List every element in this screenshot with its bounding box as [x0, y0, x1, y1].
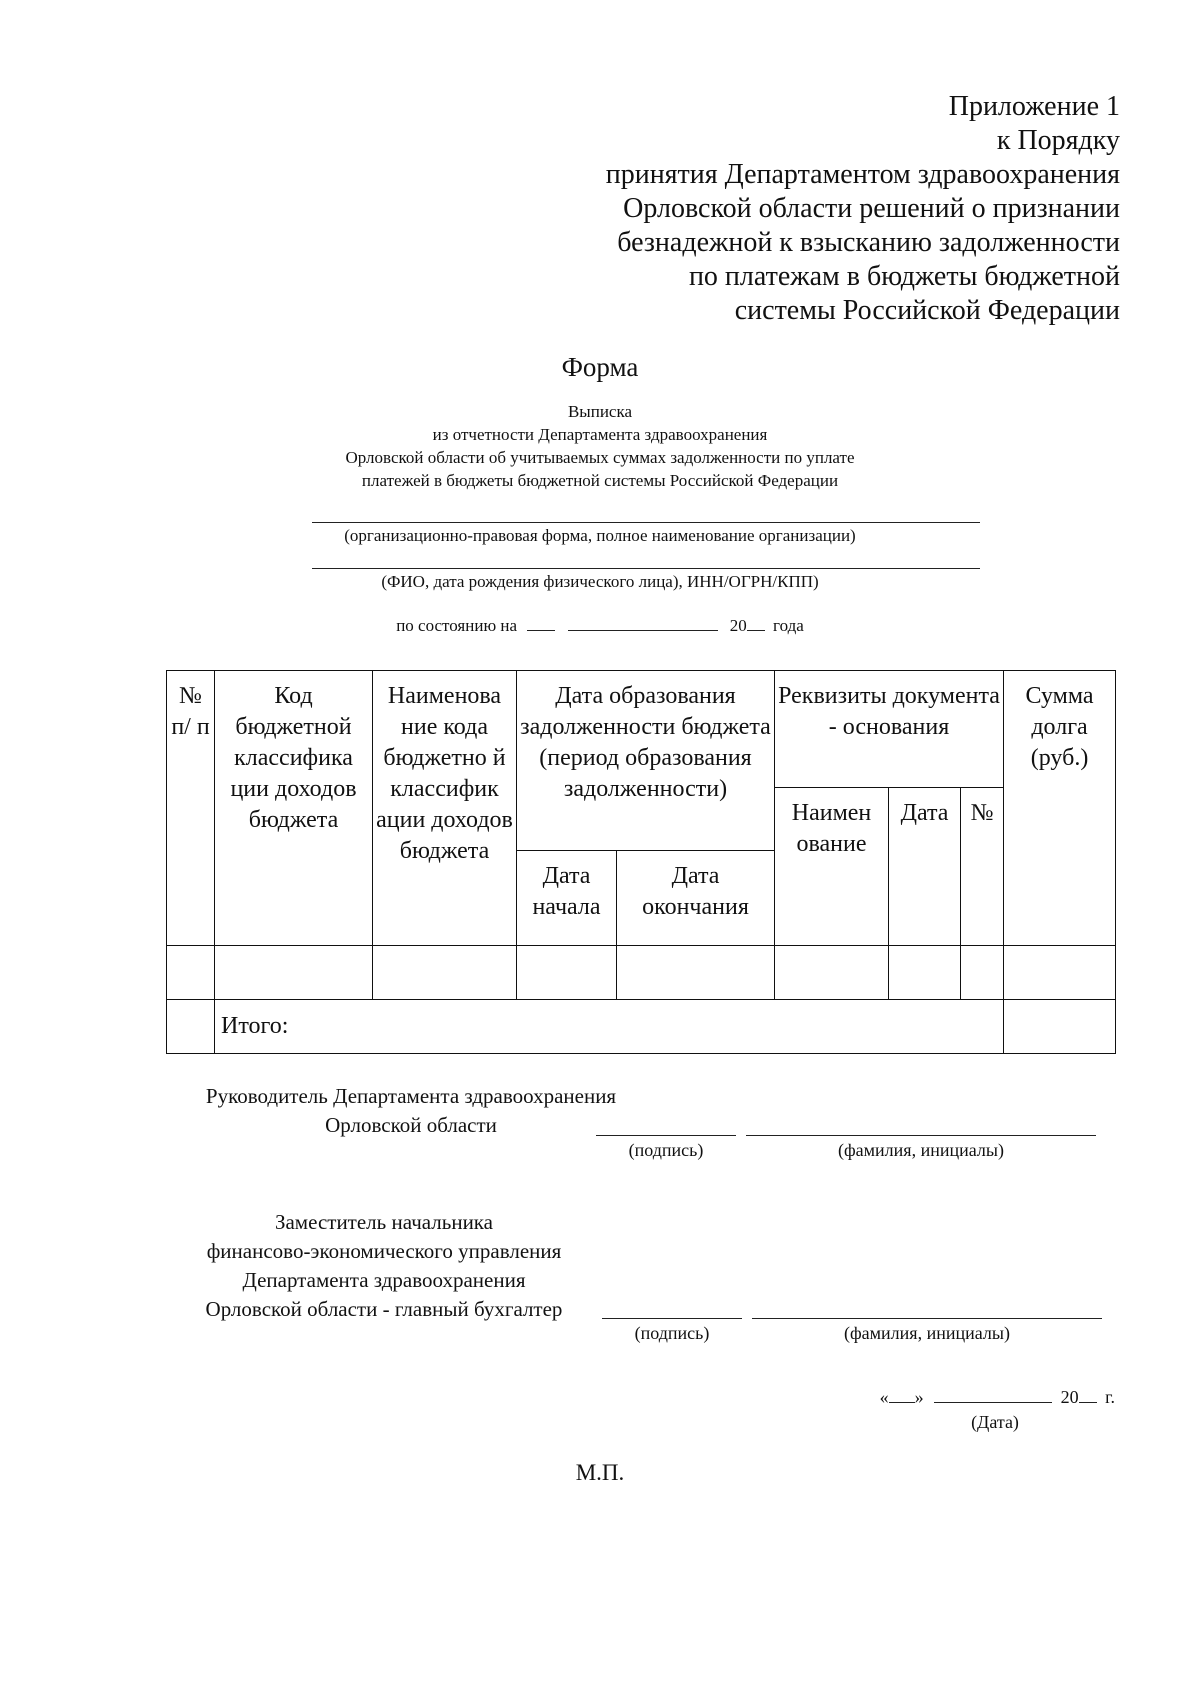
- deputy-name-caption: (фамилия, инициалы): [844, 1323, 1010, 1343]
- date-close-quote: »: [914, 1387, 924, 1407]
- deputy-title-line: финансово-экономического управления: [206, 1239, 562, 1263]
- extract-line: Орловской области об учитываемых суммах задолженности по уплате: [345, 448, 855, 467]
- header-doc-date: Дата: [889, 788, 961, 946]
- date-caption: (Дата): [971, 1412, 1019, 1432]
- debt-table: [166, 670, 1116, 1054]
- extract-heading: [0, 400, 1200, 492]
- deputy-signature-caption: (подпись): [634, 1323, 710, 1343]
- header-doc-name: Наимен ование: [775, 788, 889, 946]
- deputy-title-line: Орловской области - главный бухгалтер: [205, 1297, 563, 1321]
- head-name-caption: (фамилия, инициалы): [838, 1140, 1004, 1160]
- header-code-name: Наименова ние кода бюджетно й классифик ации доходов бюджета: [373, 671, 517, 946]
- deputy-signatory: [168, 1208, 600, 1324]
- as-of-month-blank[interactable]: [568, 614, 718, 631]
- date-month-blank[interactable]: [934, 1386, 1052, 1403]
- header-debt-date-group: Дата образования задолженности бюджета (период образования задолженности): [517, 671, 775, 851]
- header-debt-sum: Сумма долга (руб.): [1004, 671, 1116, 946]
- appendix-header: [520, 90, 1120, 328]
- appendix-line: по платежам в бюджеты бюджетной: [688, 261, 1120, 292]
- total-label: Итого:: [215, 1000, 1004, 1054]
- as-of-day-blank[interactable]: [527, 614, 555, 631]
- header-basis-document-group: Реквизиты документа - основания: [775, 671, 1004, 788]
- table-cell[interactable]: [1004, 946, 1116, 1000]
- deputy-name-line[interactable]: [752, 1318, 1102, 1319]
- extract-line: из отчетности Департамента здравоохранения: [432, 425, 768, 444]
- header-end-date: Дата окончания: [617, 851, 775, 946]
- as-of-year-prefix: 20: [729, 616, 747, 635]
- deputy-title-line: Департамента здравоохранения: [242, 1268, 526, 1292]
- header-num: № п/ п: [167, 671, 215, 946]
- date-year-prefix: 20: [1060, 1387, 1079, 1407]
- table-cell[interactable]: [373, 946, 517, 1000]
- extract-line: Выписка: [567, 402, 633, 421]
- head-signatory: [168, 1082, 654, 1140]
- stamp-place: М.П.: [575, 1460, 625, 1485]
- form-title: Форма: [561, 352, 639, 382]
- date-field: [880, 1386, 1115, 1408]
- total-row: [167, 1000, 1116, 1054]
- header-doc-number: №: [961, 788, 1004, 946]
- as-of-date-line: [0, 614, 1200, 636]
- header-start-date: Дата начала: [517, 851, 617, 946]
- date-year-suffix: г.: [1105, 1387, 1115, 1407]
- appendix-line: Орловской области решений о признании: [623, 193, 1120, 224]
- appendix-line: Приложение 1: [948, 91, 1120, 122]
- table-row: [167, 946, 1116, 1000]
- org-caption: (организационно-правовая форма, полное наименование организации): [344, 526, 856, 545]
- head-name-line[interactable]: [746, 1135, 1096, 1136]
- extract-line: платежей в бюджеты бюджетной системы Российской Федерации: [361, 471, 839, 490]
- date-day-blank[interactable]: [889, 1386, 915, 1403]
- table-cell[interactable]: [889, 946, 961, 1000]
- header-budget-code: Код бюджетной классифика ции доходов бюджета: [215, 671, 373, 946]
- as-of-prefix: по состоянию на: [396, 616, 518, 635]
- appendix-line: принятия Департаментом здравоохранения: [605, 159, 1120, 190]
- date-open-quote: «: [879, 1387, 889, 1407]
- head-title-line: Руководитель Департамента здравоохранения: [205, 1084, 617, 1108]
- table-cell: [167, 1000, 215, 1054]
- person-fill-line[interactable]: [312, 568, 980, 569]
- head-title-line: Орловской области: [325, 1113, 497, 1137]
- table-cell[interactable]: [517, 946, 617, 1000]
- as-of-suffix: года: [773, 616, 804, 635]
- date-year-blank[interactable]: [1079, 1386, 1097, 1403]
- as-of-year-blank[interactable]: [747, 614, 765, 631]
- org-fill-line[interactable]: [312, 522, 980, 523]
- deputy-title-line: Заместитель начальника: [274, 1210, 494, 1234]
- table-cell[interactable]: [215, 946, 373, 1000]
- head-signature-caption: (подпись): [628, 1140, 704, 1160]
- table-cell[interactable]: [167, 946, 215, 1000]
- appendix-line: безнадежной к взысканию задолженности: [617, 227, 1120, 258]
- appendix-line: системы Российской Федерации: [734, 295, 1120, 326]
- appendix-line: к Порядку: [996, 125, 1120, 156]
- table-cell[interactable]: [961, 946, 1004, 1000]
- person-caption: (ФИО, дата рождения физического лица), ИНН/ОГРН/КПП): [381, 572, 819, 591]
- head-signature-line[interactable]: [596, 1135, 736, 1136]
- total-sum-cell[interactable]: [1004, 1000, 1116, 1054]
- table-cell[interactable]: [775, 946, 889, 1000]
- deputy-signature-line[interactable]: [602, 1318, 742, 1319]
- table-cell[interactable]: [617, 946, 775, 1000]
